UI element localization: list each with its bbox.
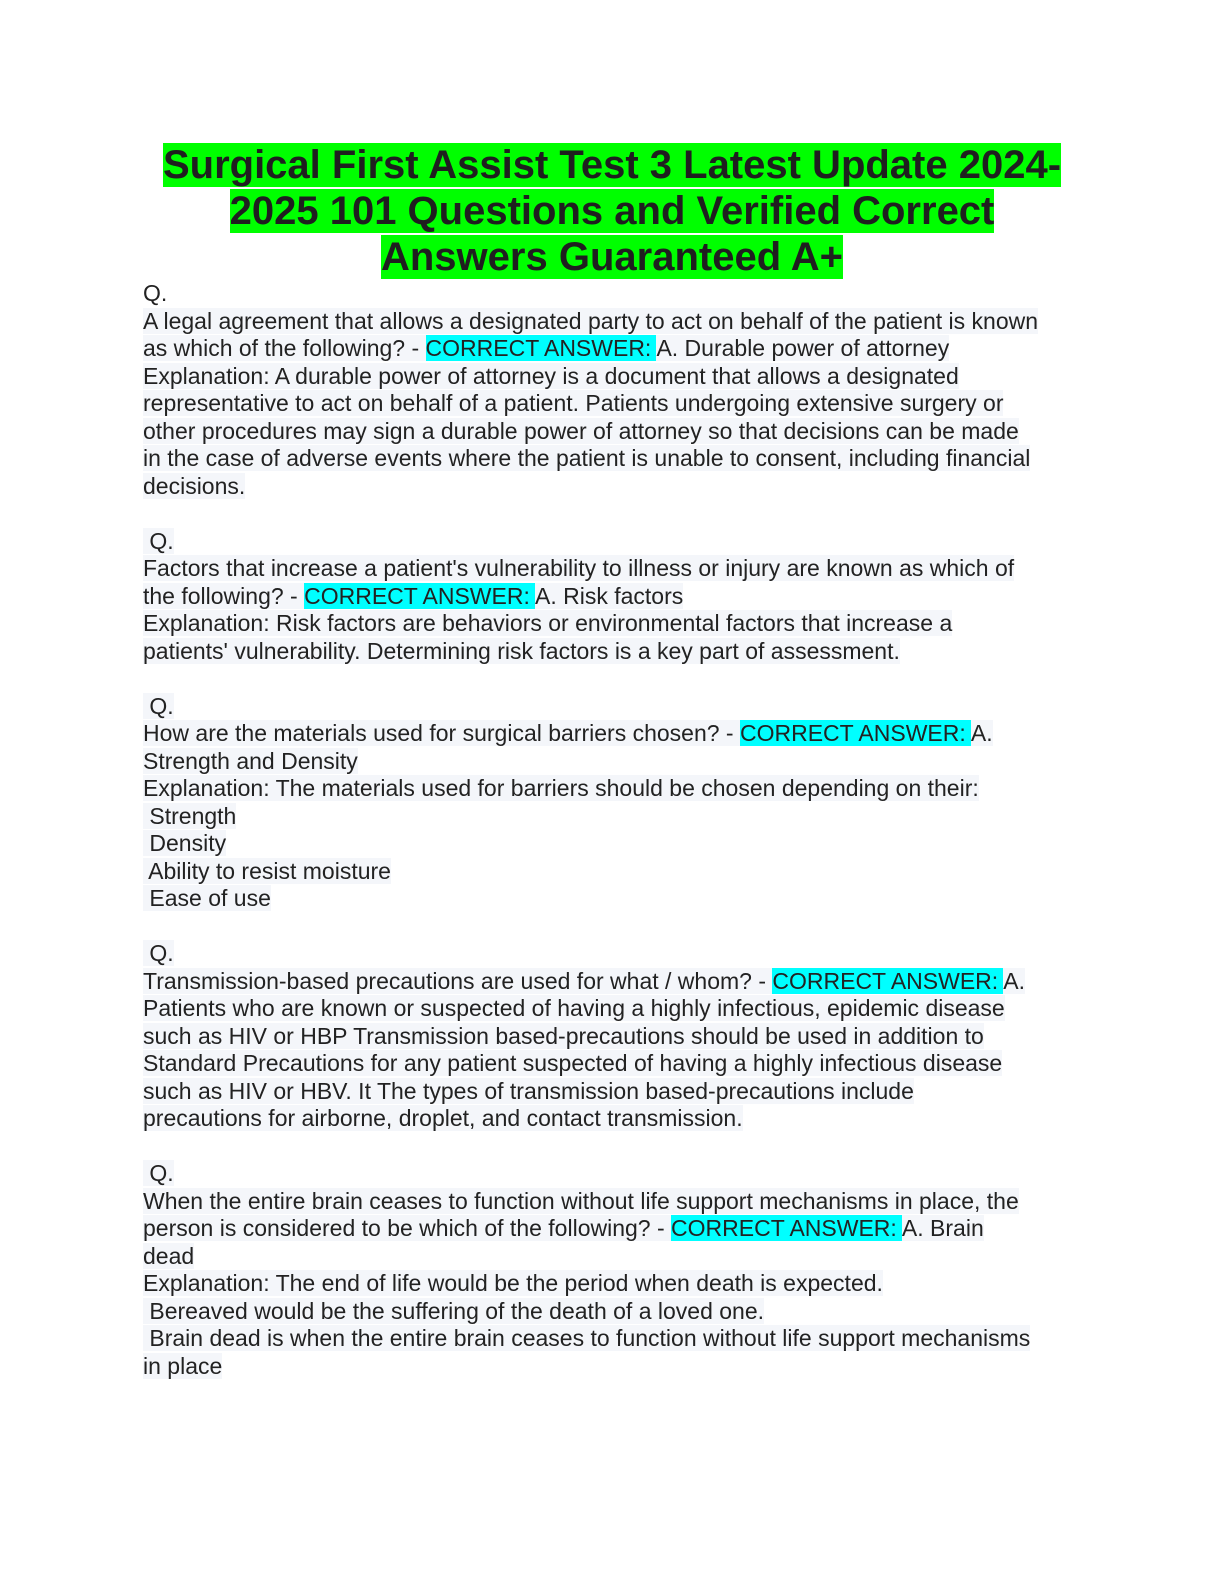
question-block-1 [143, 280, 1083, 500]
title-line-1: Surgical First Assist Test 3 Latest Update 2024- [162, 143, 1062, 187]
question-text: A legal agreement that allows a designated party to act on behalf of the patient is known [143, 307, 1039, 334]
explanation-text: in the case of adverse events where the patient is unable to consent, including financial [143, 445, 1031, 471]
answer-text: A. Brain [901, 1215, 984, 1241]
explanation-text: in place [143, 1352, 223, 1379]
question-label: Q. [143, 692, 174, 719]
question-label: Q. [143, 527, 174, 554]
explanation-text: Explanation: Risk factors are behaviors or environmental factors that increase a [143, 610, 953, 636]
answer-text: such as HIV or HBV. It The types of transmission based-precautions include [143, 1077, 914, 1104]
question-text: person is considered to be which of the following? - [143, 1215, 672, 1241]
question-text: Transmission-based precautions are used for what / whom? - [143, 967, 773, 994]
correct-answer-label: CORRECT ANSWER: [304, 582, 535, 609]
correct-answer-label: CORRECT ANSWER: [772, 967, 1004, 994]
question-label: Q. [143, 280, 168, 306]
question-label: Q. [143, 1160, 174, 1186]
correct-answer-label: CORRECT ANSWER: [739, 720, 971, 746]
explanation-text: Brain dead is when the entire brain ceases to function without life support mechanisms [143, 1325, 1031, 1351]
answer-text: dead [143, 1242, 195, 1269]
correct-answer-label: CORRECT ANSWER: [425, 335, 657, 361]
explanation-text: Bereaved would be the suffering of the death of a loved one. [143, 1297, 765, 1324]
question-text: When the entire brain ceases to function without life support mechanisms in place, the [143, 1187, 1019, 1214]
answer-text: A. [1003, 967, 1026, 994]
title-line-2: 2025 101 Questions and Verified Correct [229, 189, 995, 233]
question-block-4 [143, 940, 1083, 1133]
explanation-text: representative to act on behalf of a patient. Patients undergoing extensive surgery or [143, 390, 1004, 416]
answer-text: precautions for airborne, droplet, and contact transmission. [143, 1105, 743, 1131]
document-title [130, 142, 1094, 280]
question-text: Factors that increase a patient's vulnerability to illness or injury are known as which of [143, 555, 1015, 581]
explanation-item: Strength [143, 802, 237, 829]
question-block-2 [143, 528, 1083, 666]
question-text: How are the materials used for surgical barriers chosen? - [143, 720, 740, 746]
explanation-text: Explanation: A durable power of attorney is a document that allows a designated [143, 362, 959, 389]
explanation-item: Ease of use [143, 885, 271, 911]
answer-text: A. Durable power of attorney [656, 335, 950, 361]
explanation-text: Explanation: The end of life would be the period when death is expected. [143, 1270, 883, 1296]
answer-text: A. Risk factors [534, 582, 684, 609]
answer-text: Standard Precautions for any patient suspected of having a highly infectious disease [143, 1050, 1003, 1076]
question-text: as which of the following? - [143, 335, 426, 361]
explanation-text: patients' vulnerability. Determining risk factors is a key part of assessment. [143, 637, 900, 664]
explanation-text: Explanation: The materials used for barriers should be chosen depending on their: [143, 775, 979, 801]
question-label: Q. [143, 940, 174, 966]
explanation-text: decisions. [143, 472, 246, 499]
question-block-5 [143, 1160, 1083, 1380]
explanation-item: Density [143, 830, 227, 856]
answer-text: Patients who are known or suspected of having a highly infectious, epidemic disease [143, 995, 1005, 1021]
answer-text: such as HIV or HBP Transmission based-precautions should be used in addition to [143, 1022, 984, 1049]
question-block-3 [143, 693, 1083, 913]
questions-content [143, 280, 1083, 1380]
answer-text: A. [970, 720, 993, 746]
explanation-text: other procedures may sign a durable power of attorney so that decisions can be made [143, 417, 1019, 444]
explanation-item: Ability to resist moisture [143, 857, 391, 884]
answer-text: Strength and Density [143, 747, 358, 774]
title-line-3: Answers Guaranteed A+ [380, 235, 843, 279]
question-text: the following? - [143, 582, 305, 609]
correct-answer-label: CORRECT ANSWER: [671, 1215, 902, 1241]
